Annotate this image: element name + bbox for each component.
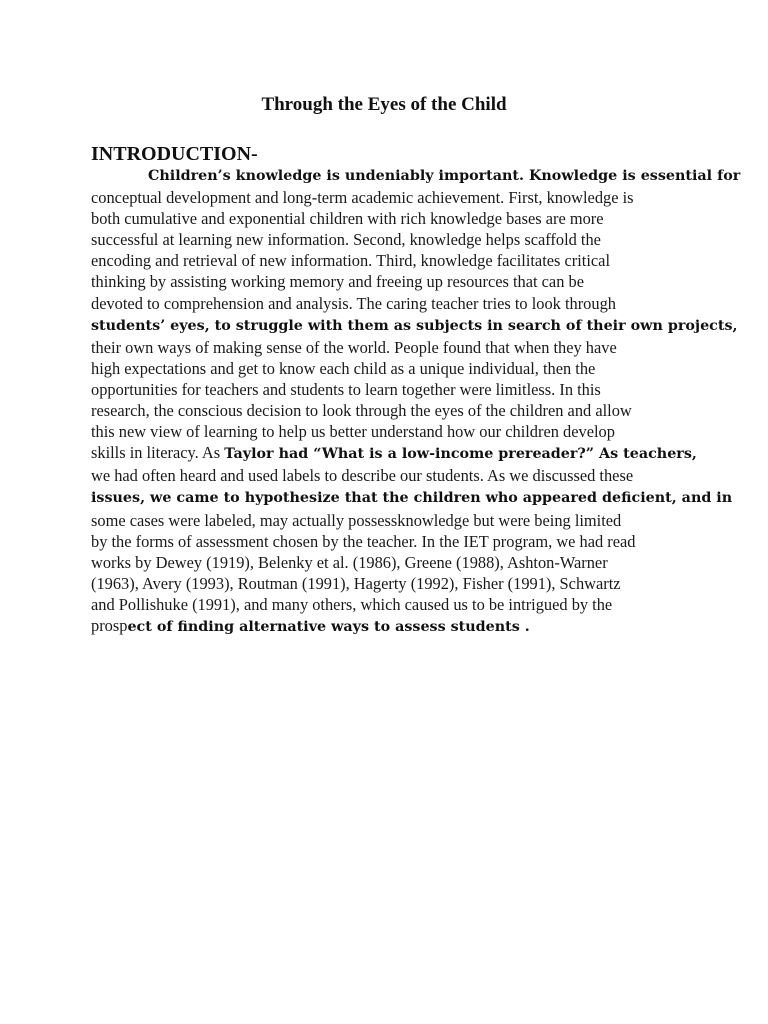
text-run: opportunities for teachers and students to learn together were limitless. In this: [91, 379, 601, 399]
text-line: [91, 208, 691, 229]
text-line: [91, 379, 691, 400]
section-heading: INTRODUCTION-: [91, 143, 258, 165]
text-run: and Pollishuke (1991), and many others, which caused us to be intrigued by the: [91, 594, 613, 614]
text-line: [91, 187, 691, 208]
text-line: [91, 573, 691, 594]
bold-text-run: Children’s knowledge is undeniably important. Knowledge is essential for: [148, 168, 741, 184]
text-line: [91, 421, 691, 442]
text-line: [91, 594, 691, 615]
text-run: (1963), Avery (1993), Routman (1991), Hagerty (1992), Fisher (1991), Schwartz: [91, 573, 621, 593]
text-run: prosp: [91, 615, 128, 635]
text-line: [91, 510, 691, 531]
text-line: [91, 337, 691, 358]
text-run: skills in literacy. As: [91, 443, 225, 463]
text-line: [91, 442, 697, 465]
text-run: research, the conscious decision to look through the eyes of the children and allow: [91, 401, 632, 421]
text-run: this new view of learning to help us better understand how our children develop: [91, 422, 615, 442]
bold-text-run: Taylor had “What is a low-income prereader?” As teachers,: [224, 446, 697, 463]
text-line: [91, 164, 741, 187]
bold-text-run: students’ eyes, to struggle with them as subjects in search of their own projects,: [91, 317, 738, 334]
text-line: [91, 552, 691, 573]
text-line: [91, 314, 738, 337]
text-line: [91, 271, 691, 292]
text-run: some cases were labeled, may actually possessknowledge but were being limited: [91, 510, 622, 530]
text-run: works by Dewey (1919), Belenky et al. (1986), Greene (1988), Ashton-Warner: [91, 552, 608, 572]
text-run: we had often heard and used labels to describe our students. As we discussed these: [91, 466, 634, 486]
text-line: [91, 250, 691, 271]
text-line: [91, 358, 691, 379]
text-line: [91, 615, 691, 638]
text-run: high expectations and get to know each child as a unique individual, then the: [91, 358, 596, 378]
text-line: [91, 293, 691, 314]
text-line: [91, 229, 691, 250]
bold-text-run: issues, we came to hypothesize that the children who appeared deficient, and in: [91, 490, 733, 507]
bold-text-run: ect of finding alternative ways to assess students .: [127, 618, 530, 635]
text-run: encoding and retrieval of new information. Third, knowledge facilitates critical: [91, 251, 611, 271]
text-run: conceptual development and long-term academic achievement. First, knowledge is: [91, 188, 634, 208]
text-run: successful at learning new information. Second, knowledge helps scaffold the: [91, 230, 601, 250]
text-run: thinking by assisting working memory and freeing up resources that can be: [91, 272, 584, 292]
introduction-paragraph: [91, 164, 741, 638]
document-title: Through the Eyes of the Child: [261, 94, 507, 115]
text-line: [91, 486, 733, 509]
text-line: [91, 465, 691, 486]
text-line: [91, 400, 691, 421]
text-run: both cumulative and exponential children with rich knowledge bases are more: [91, 209, 604, 229]
text-line: [91, 531, 691, 552]
text-run: by the forms of assessment chosen by the teacher. In the IET program, we had read: [91, 531, 636, 551]
text-run: their own ways of making sense of the world. People found that when they have: [91, 337, 617, 357]
text-run: devoted to comprehension and analysis. The caring teacher tries to look through: [91, 293, 616, 313]
